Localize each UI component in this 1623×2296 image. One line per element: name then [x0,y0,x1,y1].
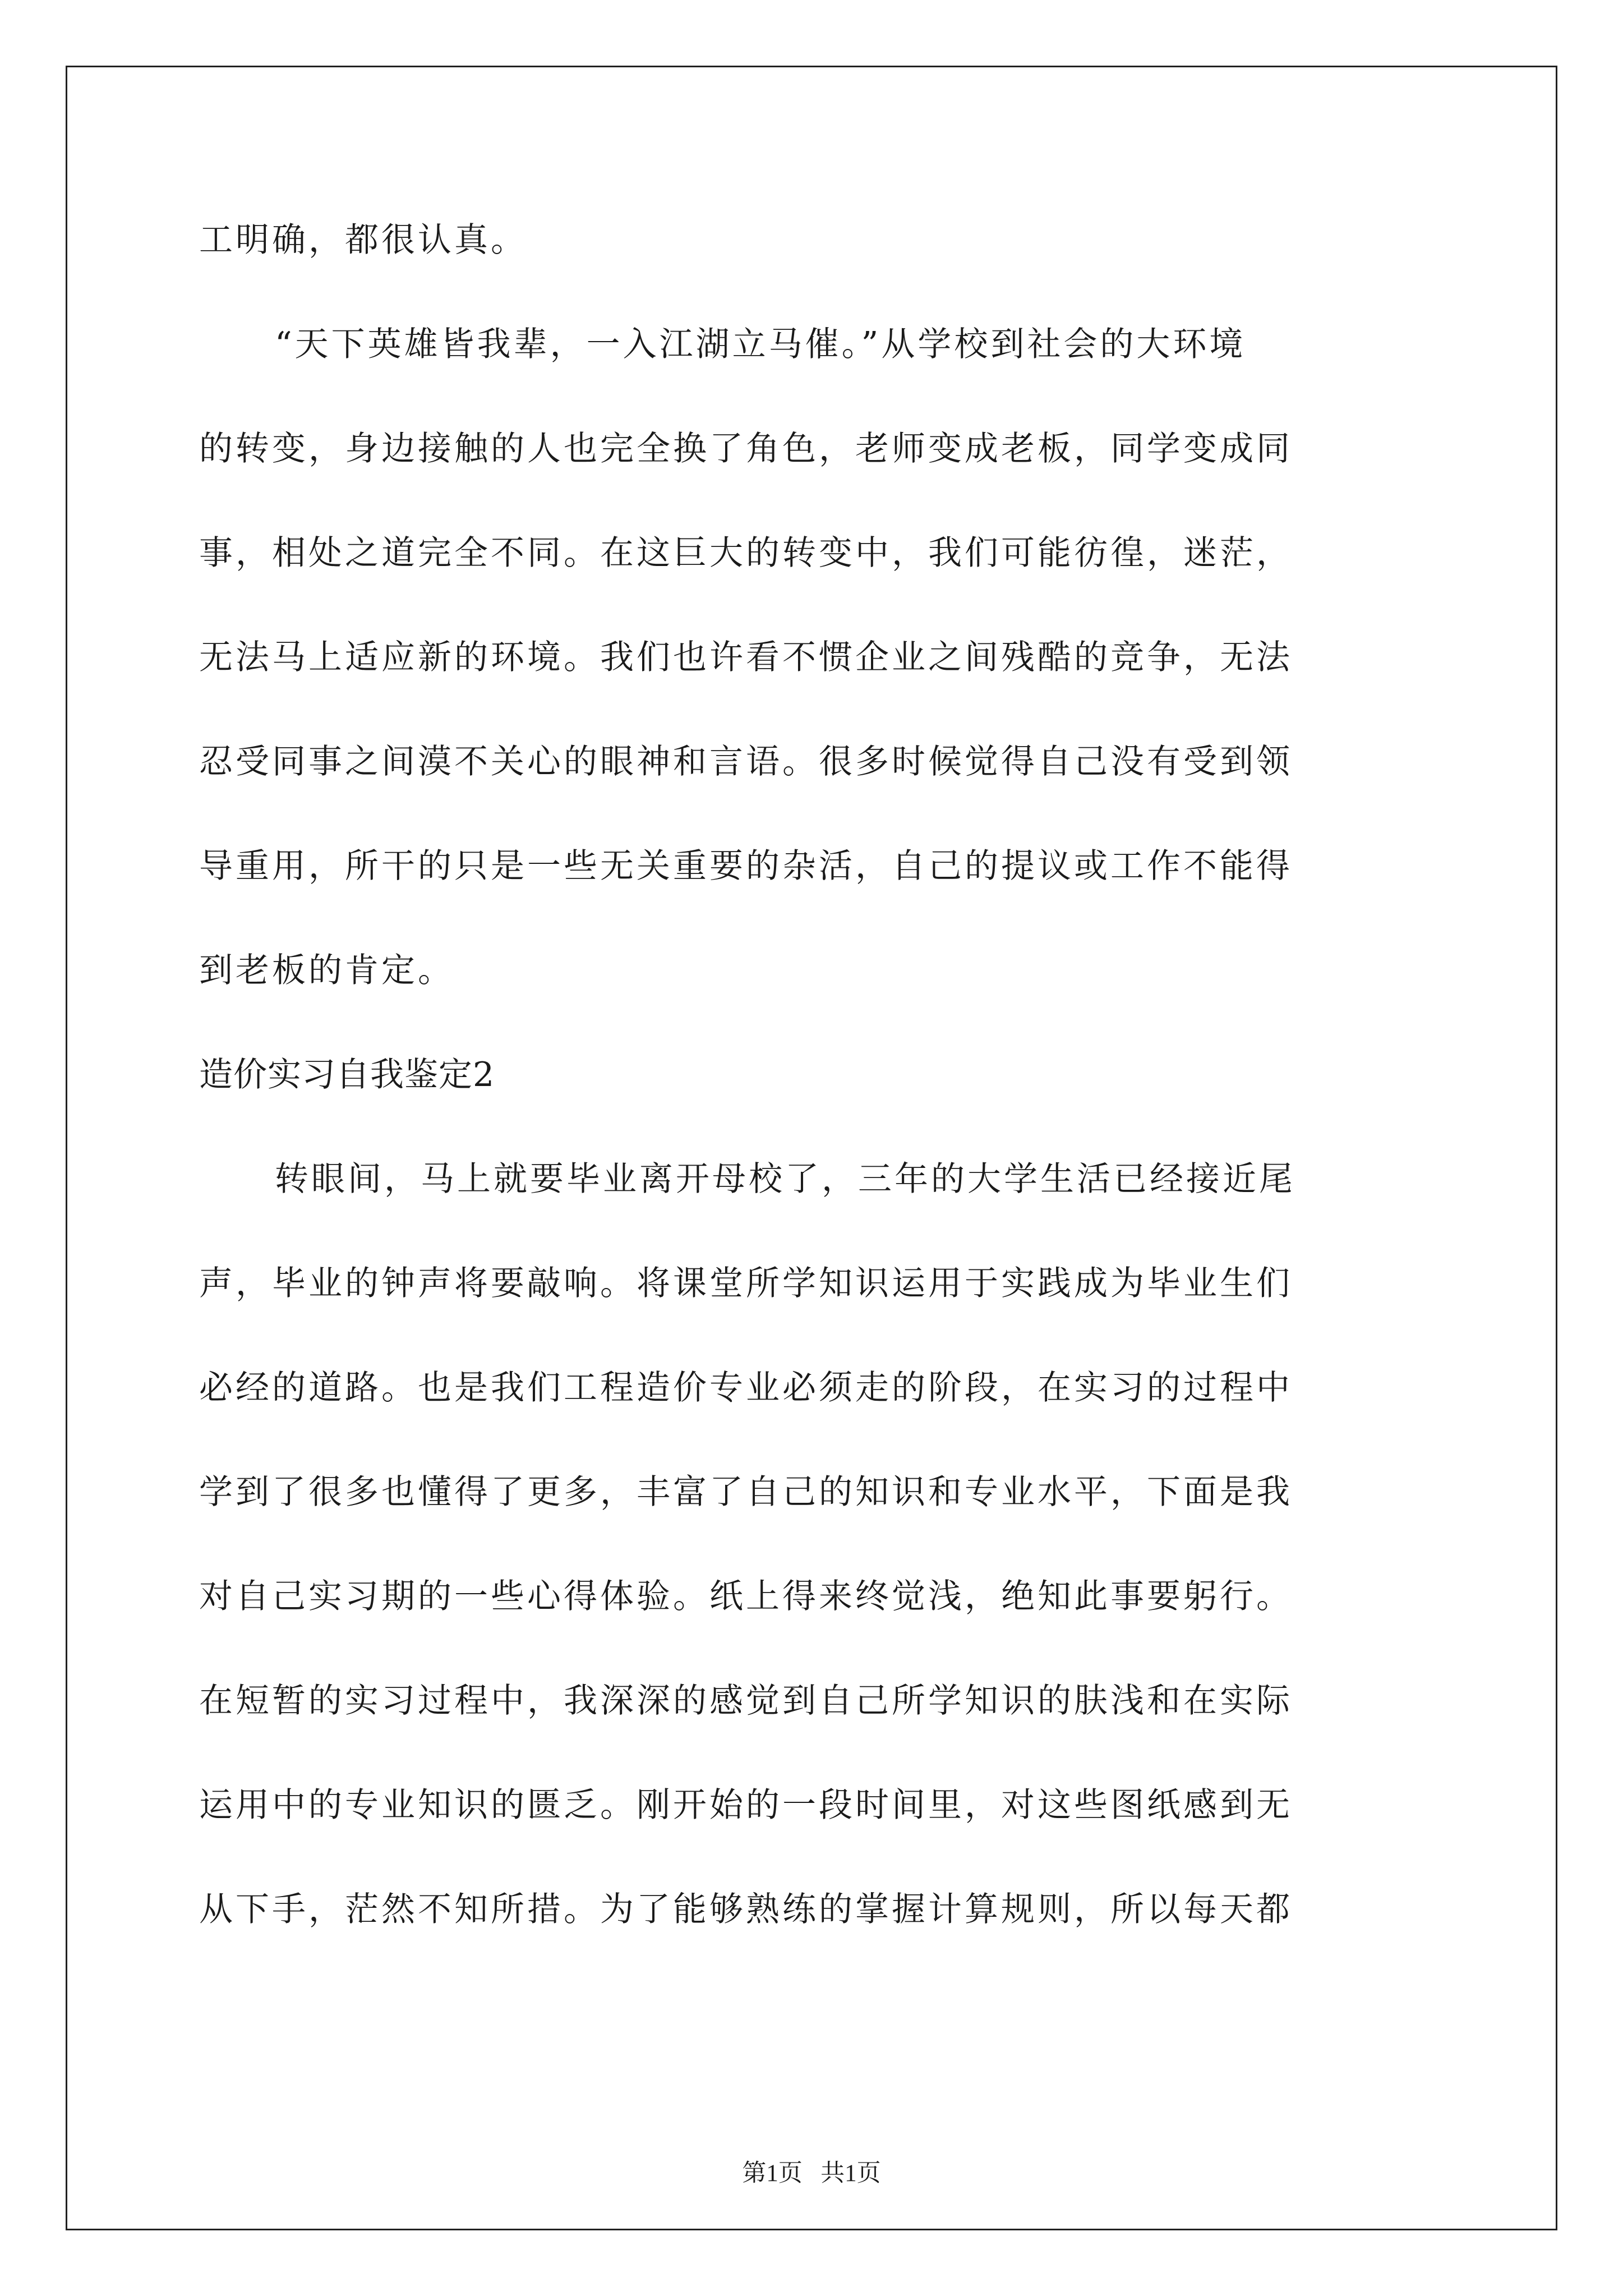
section-heading: 造价实习自我鉴定2 [199,1055,495,1094]
text-line: 转眼间，马上就要毕业离开母校了，三年的大学生活已经接近尾 [275,1159,1295,1199]
document-body [199,206,1427,1980]
page-number-footer: 第1页 共1页 [742,2160,881,2187]
text-line: “天下英雄皆我辈，一入江湖立马催。”从学校到社会的大环境 [275,325,1246,364]
text-line: 对自己实习期的一些心得体验。纸上得来终觉浅，绝知此事要躬行。 [199,1577,1293,1616]
text-line: 到老板的肯定。 [199,951,454,990]
text-line: 必经的道路。也是我们工程造价专业必须走的阶段，在实习的过程中 [199,1368,1293,1407]
text-line: 声，毕业的钟声将要敲响。将课堂所学知识运用于实践成为毕业生们 [199,1264,1293,1303]
text-line: 事，相处之道完全不同。在这巨大的转变中，我们可能彷徨，迷茫， [199,533,1293,573]
text-line: 工明确，都很认真。 [199,220,527,260]
text-line: 导重用，所干的只是一些无关重要的杂活，自己的提议或工作不能得 [199,846,1293,886]
text-line: 的转变，身边接触的人也完全换了角色，老师变成老板，同学变成同 [199,429,1293,468]
text-line: 忍受同事之间漠不关心的眼神和言语。很多时候觉得自己没有受到领 [199,742,1293,781]
text-line: 在短暂的实习过程中，我深深的感觉到自己所学知识的肤浅和在实际 [199,1681,1293,1720]
text-line: 运用中的专业知识的匮乏。刚开始的一段时间里，对这些图纸感到无 [199,1786,1293,1825]
text-line: 学到了很多也懂得了更多，丰富了自己的知识和专业水平，下面是我 [199,1473,1293,1512]
text-line: 从下手，茫然不知所措。为了能够熟练的掌握计算规则，所以每天都 [199,1890,1293,1929]
text-line: 无法马上适应新的环境。我们也许看不惯企业之间残酷的竞争，无法 [199,638,1293,677]
